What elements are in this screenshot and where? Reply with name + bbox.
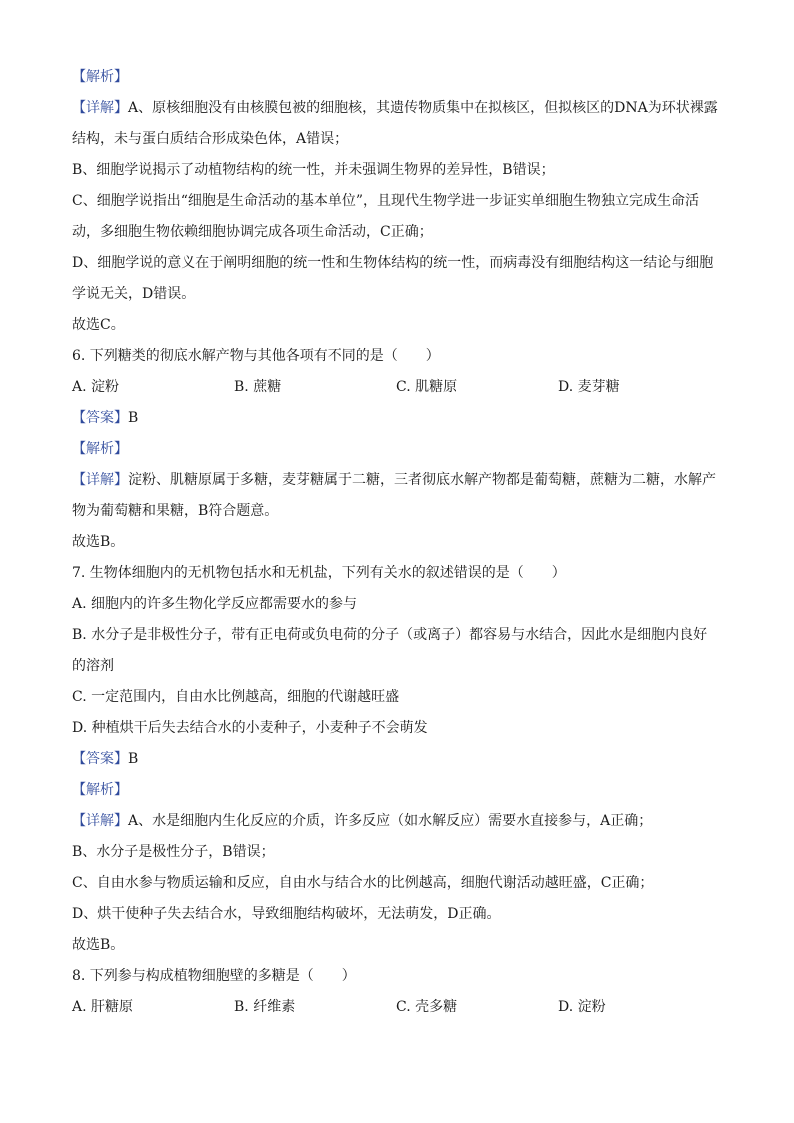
q7-detail-line-1 xyxy=(72,806,722,837)
q6-analysis-tag: 【解析】 xyxy=(72,441,128,457)
q7-analysis-tag: 【解析】 xyxy=(72,782,128,798)
q7-detail-tag: 【详解】 xyxy=(72,813,128,829)
q6-detail-text: 淀粉、肌糖原属于多糖，麦芽糖属于二糖，三者彻底水解产物都是葡萄糖，蔗糖为二糖，水解产 xyxy=(128,472,716,488)
q6-detail-line-1 xyxy=(72,465,722,496)
q8-option-b: B. 纤维素 xyxy=(234,999,296,1015)
q8-question: 8. 下列参与构成植物细胞壁的多糖是（ ） xyxy=(72,968,356,984)
q8-options xyxy=(72,992,722,1023)
q8-option-d: D. 淀粉 xyxy=(558,999,606,1015)
q6-options xyxy=(72,372,722,403)
q5-detail-line-6: D、细胞学说的意义在于阐明细胞的统一性和生物体结构的统一性，而病毒没有细胞结构这一结论与细胞 xyxy=(72,255,714,271)
q7-answer xyxy=(72,744,722,775)
q6-option-a: A. 淀粉 xyxy=(72,379,120,395)
q7-detail-line-4: D、烘干使种子失去结合水，导致细胞结构破坏，无法萌发，D正确。 xyxy=(72,906,501,922)
q7-answer-tag: 【答案】 xyxy=(72,751,128,767)
q5-detail-line-2: 结构，未与蛋白质结合形成染色体，A错误； xyxy=(72,131,349,147)
q5-detail-line-4: C、细胞学说指出“细胞是生命活动的基本单位”，且现代生物学进一步证实单细胞生物独立完成生命活 xyxy=(72,193,700,209)
q6-question: 6. 下列糖类的彻底水解产物与其他各项有不同的是（ ） xyxy=(72,348,440,364)
q5-detail-tag: 【详解】 xyxy=(72,100,128,116)
q5-detail-line-5: 动，多细胞生物依赖细胞协调完成各项生命活动，C正确； xyxy=(72,224,433,240)
q7-detail-line-2: B、水分子是极性分子，B错误； xyxy=(72,844,275,860)
q7-answer-value: B xyxy=(128,751,139,767)
q8-option-c: C. 壳多糖 xyxy=(396,999,458,1015)
q5-detail-line-7: 学说无关，D错误。 xyxy=(72,286,196,302)
q8-option-a: A. 肝糖原 xyxy=(72,999,134,1015)
q7-question: 7. 生物体细胞内的无机物包括水和无机盐，下列有关水的叙述错误的是（ ） xyxy=(72,565,566,581)
q6-detail-line-2: 物为葡萄糖和果糖，B符合题意。 xyxy=(72,503,279,519)
q6-detail-tag: 【详解】 xyxy=(72,472,128,488)
q7-option-b-cont: 的溶剂 xyxy=(72,658,114,674)
q7-conclusion: 故选B。 xyxy=(72,937,125,953)
q5-detail-line-1 xyxy=(72,93,722,124)
q7-option-c: C. 一定范围内，自由水比例越高，细胞的代谢越旺盛 xyxy=(72,689,400,705)
q6-conclusion: 故选B。 xyxy=(72,534,125,550)
q5-detail-text: A、原核细胞没有由核膜包被的细胞核，其遗传物质集中在拟核区，但拟核区的DNA为环状裸露 xyxy=(128,100,718,116)
q5-detail-line-3: B、细胞学说揭示了动植物结构的统一性，并未强调生物界的差异性，B错误； xyxy=(72,162,555,178)
q7-option-a: A. 细胞内的许多生物化学反应都需要水的参与 xyxy=(72,596,358,612)
document-page xyxy=(72,62,722,1023)
q6-answer-value: B xyxy=(128,410,139,426)
q5-conclusion: 故选C。 xyxy=(72,317,125,333)
q7-detail-text: A、水是细胞内生化反应的介质，许多反应（如水解反应）需要水直接参与，A正确； xyxy=(128,813,653,829)
q6-option-c: C. 肌糖原 xyxy=(396,379,458,395)
q7-detail-line-3: C、自由水参与物质运输和反应，自由水与结合水的比例越高，细胞代谢活动越旺盛，C正确； xyxy=(72,875,654,891)
q6-answer-tag: 【答案】 xyxy=(72,410,128,426)
q5-analysis-tag: 【解析】 xyxy=(72,69,128,85)
q7-option-b: B. 水分子是非极性分子，带有正电荷或负电荷的分子（或离子）都容易与水结合，因此水是细胞内良好 xyxy=(72,627,708,643)
q6-option-b: B. 蔗糖 xyxy=(234,379,282,395)
q6-answer xyxy=(72,403,722,434)
q6-option-d: D. 麦芽糖 xyxy=(558,379,620,395)
q7-option-d: D. 种植烘干后失去结合水的小麦种子，小麦种子不会萌发 xyxy=(72,720,428,736)
